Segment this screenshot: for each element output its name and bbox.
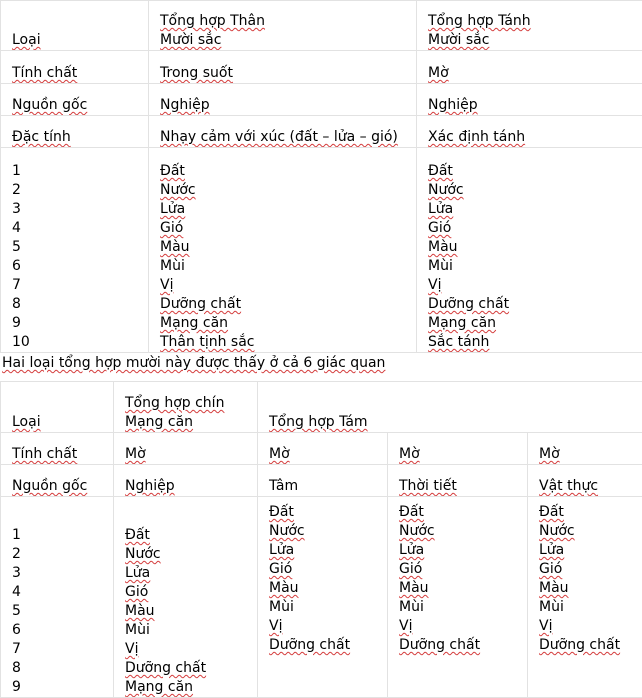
tam-items-weather: Đất Nước Lửa Gió Màu Mùi Vị Dưỡng chất [388, 497, 528, 698]
header-label: Loại [1, 382, 114, 433]
cell: Xác định tánh [417, 116, 642, 148]
row-label: Đặc tính [1, 116, 149, 148]
cell: Vật thực [528, 465, 642, 497]
cell: Mờ [417, 51, 642, 84]
tanh-items: Đất Nước Lửa Gió Màu Mùi Vị Dưỡng chất Mạng căn Sắc tánh [417, 148, 642, 353]
than-items: Đất Nước Lửa Gió Màu Mùi Vị Dưỡng chất Mạng căn Thân tịnh sắc [149, 148, 417, 353]
caption: Hai loại tổng hợp mười này được thấy ở cả 6 giác quan [2, 355, 386, 371]
tam-items-food: Đất Nước Lửa Gió Màu Mùi Vị Dưỡng chất [528, 497, 642, 698]
cell: Nhạy cảm với xúc (đất – lửa – gió) [149, 116, 417, 148]
header-tanh: Tổng hợp Tánh Mười sắc [417, 1, 642, 51]
header-than: Tổng hợp Thân Mười sắc [149, 1, 417, 51]
cell: Mờ [528, 433, 642, 465]
row-label: Nguồn gốc [1, 465, 114, 497]
table-row [1, 1, 642, 51]
table-row [1, 116, 642, 148]
cell: Nghiệp [149, 84, 417, 116]
row-label: Tính chất [1, 433, 114, 465]
table-row [1, 84, 642, 116]
cell: Nghiệp [417, 84, 642, 116]
table-row [1, 382, 642, 433]
cell: Tâm [258, 465, 388, 497]
cell: Thời tiết [388, 465, 528, 497]
cell: Mờ [258, 433, 388, 465]
table-row [1, 433, 642, 465]
cell: Mờ [388, 433, 528, 465]
cell: Nghiệp [114, 465, 258, 497]
header-tam: Tổng hợp Tám [258, 382, 642, 433]
table-row [1, 465, 642, 497]
header-label: Loại [1, 1, 149, 51]
row-label: Tính chất [1, 51, 149, 84]
table-row [1, 51, 642, 84]
cell: Trong suốt [149, 51, 417, 84]
header-chin: Tổng hợp chín Mạng căn [114, 382, 258, 433]
nine-eight-rupa-table [0, 381, 642, 698]
row-label: Nguồn gốc [1, 84, 149, 116]
cell: Mờ [114, 433, 258, 465]
number-list: 1 2 3 4 5 6 7 8 9 10 [1, 148, 149, 353]
table-row [1, 148, 642, 353]
table-row [1, 497, 642, 698]
tam-items-mind: Đất Nước Lửa Gió Màu Mùi Vị Dưỡng chất [258, 497, 388, 698]
number-list: 1 2 3 4 5 6 7 8 9 [1, 497, 114, 698]
chin-items: Đất Nước Lửa Gió Màu Mùi Vị Dưỡng chất Mạng căn [114, 497, 258, 698]
